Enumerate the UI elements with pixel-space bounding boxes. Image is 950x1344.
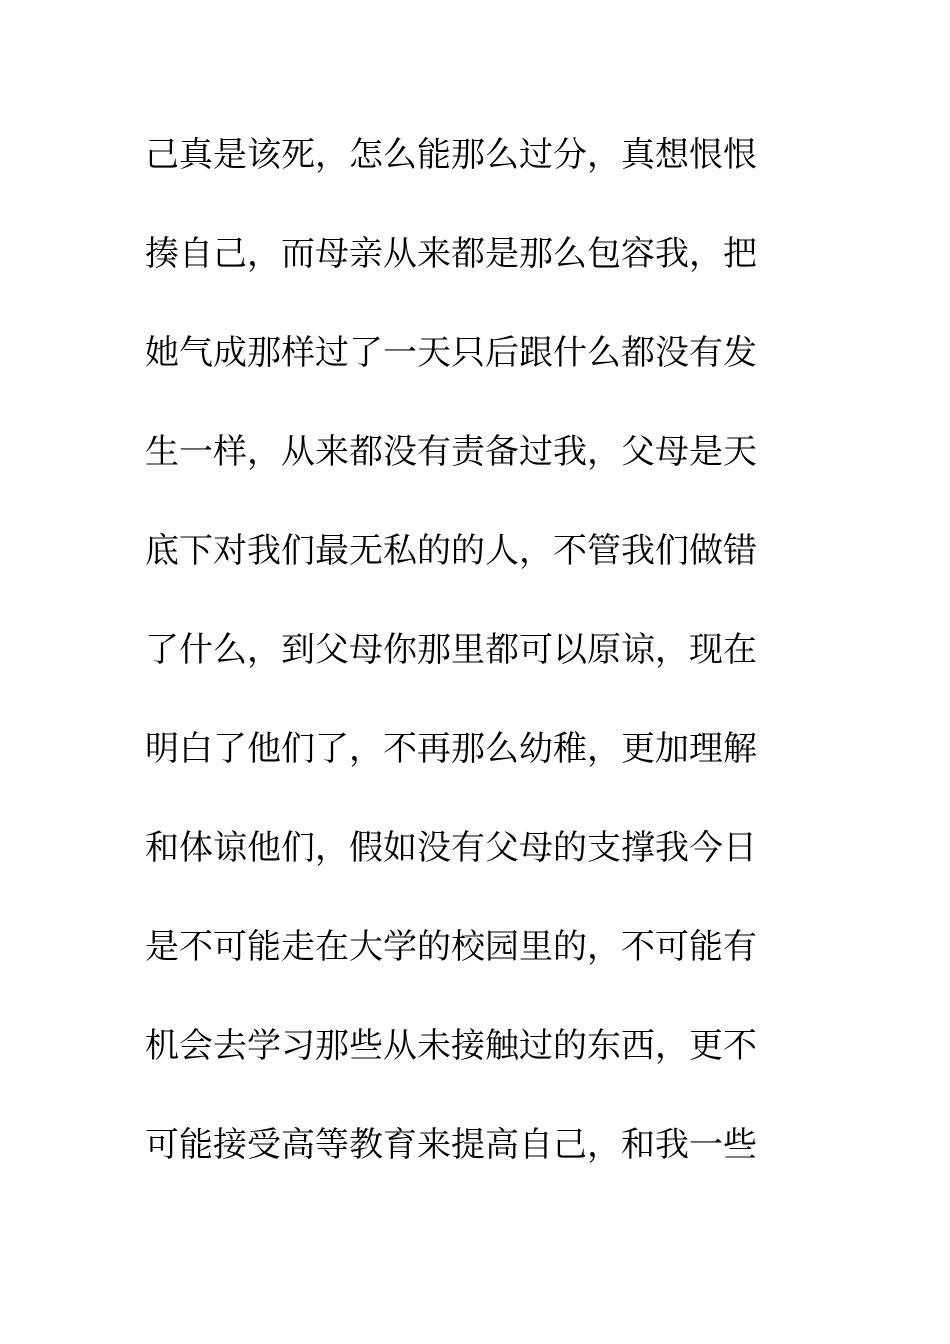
text-line: 是不可能走在大学的校园里的，不可能有 bbox=[145, 927, 757, 967]
text-line: 机会去学习那些从未接触过的东西，更不 bbox=[145, 1026, 757, 1066]
text-line: 可能接受高等教育来提高自己，和我一些 bbox=[145, 1125, 757, 1165]
text-line: 揍自己，而母亲从来都是那么包容我，把 bbox=[145, 234, 757, 274]
text-line: 底下对我们最无私的的人，不管我们做错 bbox=[145, 531, 757, 571]
text-line: 了什么，到父母你那里都可以原谅，现在 bbox=[145, 630, 757, 670]
text-line: 明白了他们了，不再那么幼稚，更加理解 bbox=[145, 729, 757, 769]
body-paragraph bbox=[145, 126, 785, 1215]
text-line: 己真是该死，怎么能那么过分，真想恨恨 bbox=[145, 135, 757, 175]
text-line: 她气成那样过了一天只后跟什么都没有发 bbox=[145, 333, 757, 373]
text-line: 生一样，从来都没有责备过我，父母是天 bbox=[145, 432, 757, 472]
text-line: 和体谅他们，假如没有父母的支撑我今日 bbox=[145, 828, 757, 868]
